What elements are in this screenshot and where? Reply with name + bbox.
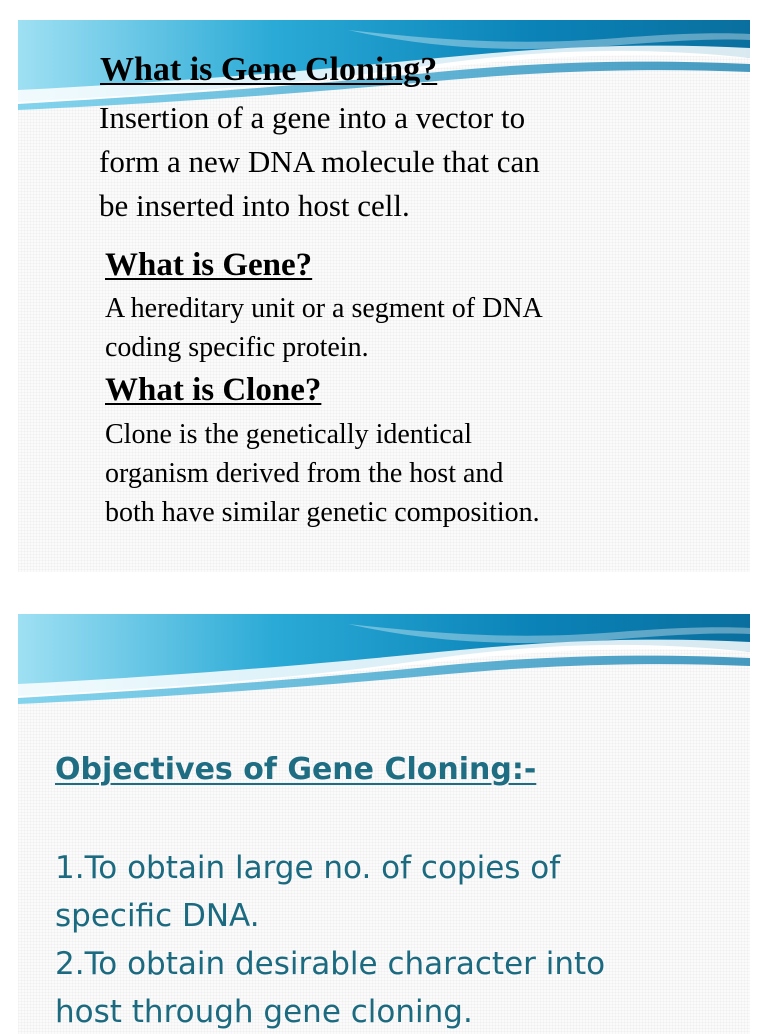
definition-line: form a new DNA molecule that can — [99, 144, 540, 179]
definition-line: Insertion of a gene into a vector to — [99, 100, 526, 135]
gene-line: coding specific protein. — [105, 332, 369, 363]
gene-definition — [105, 289, 705, 367]
slide-1 — [18, 20, 750, 572]
wave-banner-2 — [18, 614, 750, 704]
slide-title: What is Gene Cloning? — [100, 51, 438, 88]
objectives-list — [55, 844, 735, 1034]
slide-2 — [18, 614, 750, 1034]
objective-line: 2.To obtain desirable character into — [55, 946, 606, 982]
clone-definition — [105, 415, 725, 532]
gene-heading: What is Gene? — [105, 247, 313, 283]
gene-cloning-definition — [99, 96, 699, 228]
objectives-heading: Objectives of Gene Cloning:- — [55, 752, 537, 787]
gene-line: A hereditary unit or a segment of DNA — [105, 293, 543, 324]
clone-heading: What is Clone? — [105, 372, 322, 408]
objective-line: 1.To obtain large no. of copies of — [55, 850, 561, 886]
objective-line: specific DNA. — [55, 898, 260, 934]
clone-line: both have similar genetic composition. — [105, 497, 540, 528]
definition-line: be inserted into host cell. — [99, 188, 410, 223]
clone-line: Clone is the genetically identical — [105, 419, 472, 450]
objective-line: host through gene cloning. — [55, 994, 473, 1030]
clone-line: organism derived from the host and — [105, 458, 504, 489]
